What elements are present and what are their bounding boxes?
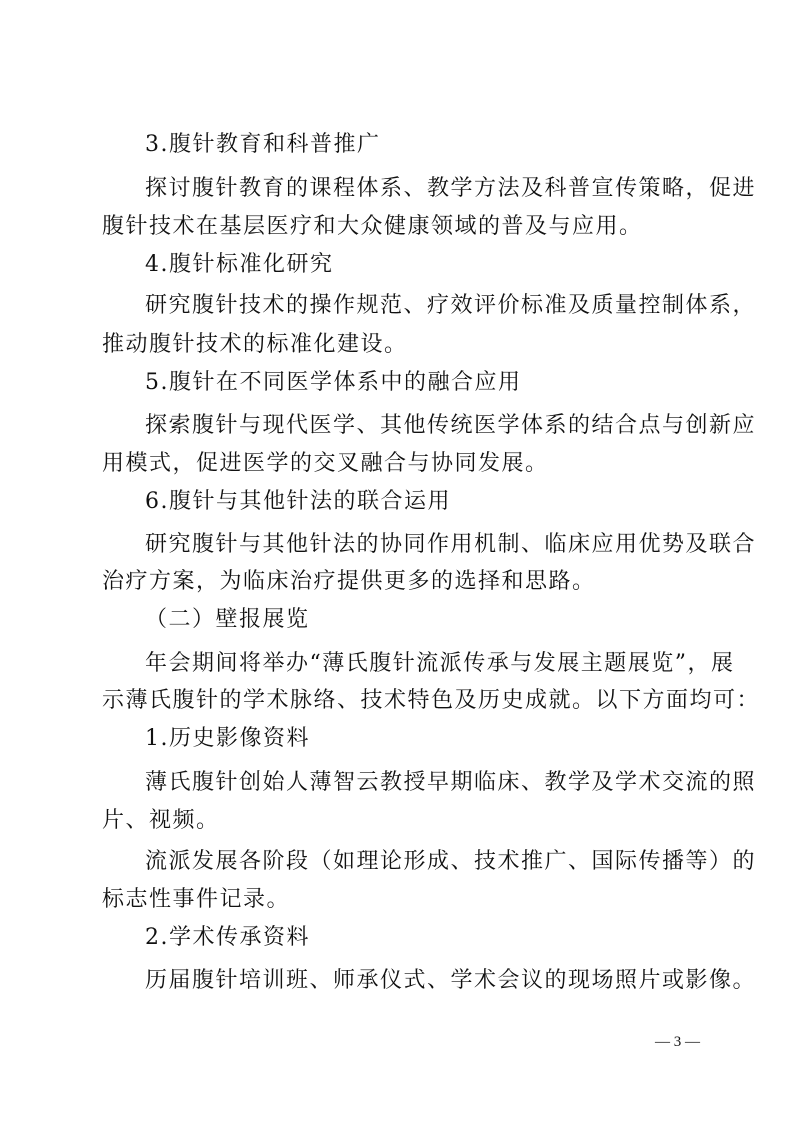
paragraph-line: 薄氏腹针创始人薄智云教授早期临床、教学及学术交流的照 bbox=[145, 770, 757, 795]
paragraph-line: 腹针技术在基层医疗和大众健康领域的普及与应用。 bbox=[102, 214, 643, 239]
paragraph-line: 年会期间将举办“薄氏腹针流派传承与发展主题展览”，展 bbox=[145, 651, 735, 676]
paragraph-line: 探索腹针与现代医学、其他传统医学体系的结合点与创新应 bbox=[145, 413, 757, 438]
paragraph-line: 探讨腹针教育的课程体系、教学方法及科普宣传策略，促进 bbox=[145, 176, 757, 201]
heading-combined-use: 6.腹针与其他针法的联合运用 bbox=[145, 489, 451, 514]
page-number: — 3 — bbox=[655, 1034, 700, 1050]
paragraph-line: 治疗方案，为临床治疗提供更多的选择和思路。 bbox=[102, 569, 596, 594]
heading-education: 3.腹针教育和科普推广 bbox=[145, 132, 381, 157]
heading-standardization: 4.腹针标准化研究 bbox=[145, 252, 334, 277]
paragraph-line: 片、视频。 bbox=[102, 808, 220, 833]
section-heading-poster: （二）壁报展览 bbox=[145, 607, 310, 632]
paragraph-line: 历届腹针培训班、师承仪式、学术会议的现场照片或影像。 bbox=[145, 968, 757, 993]
heading-integration: 5.腹针在不同医学体系中的融合应用 bbox=[145, 370, 522, 395]
paragraph-line: 流派发展各阶段（如理论形成、技术推广、国际传播等）的 bbox=[145, 849, 757, 874]
paragraph-line: 推动腹针技术的标准化建设。 bbox=[102, 332, 408, 357]
paragraph-line: 研究腹针技术的操作规范、疗效评价标准及质量控制体系， bbox=[145, 293, 757, 318]
paragraph-line: 标志性事件记录。 bbox=[102, 887, 291, 912]
heading-academic-heritage: 2.学术传承资料 bbox=[145, 925, 310, 950]
paragraph-line: 示薄氏腹针的学术脉络、技术特色及历史成就。以下方面均可： bbox=[102, 688, 761, 713]
paragraph-line: 用模式，促进医学的交叉融合与协同发展。 bbox=[102, 451, 549, 476]
heading-history-images: 1.历史影像资料 bbox=[145, 726, 310, 751]
paragraph-line: 研究腹针与其他针法的协同作用机制、临床应用优势及联合 bbox=[145, 532, 757, 557]
